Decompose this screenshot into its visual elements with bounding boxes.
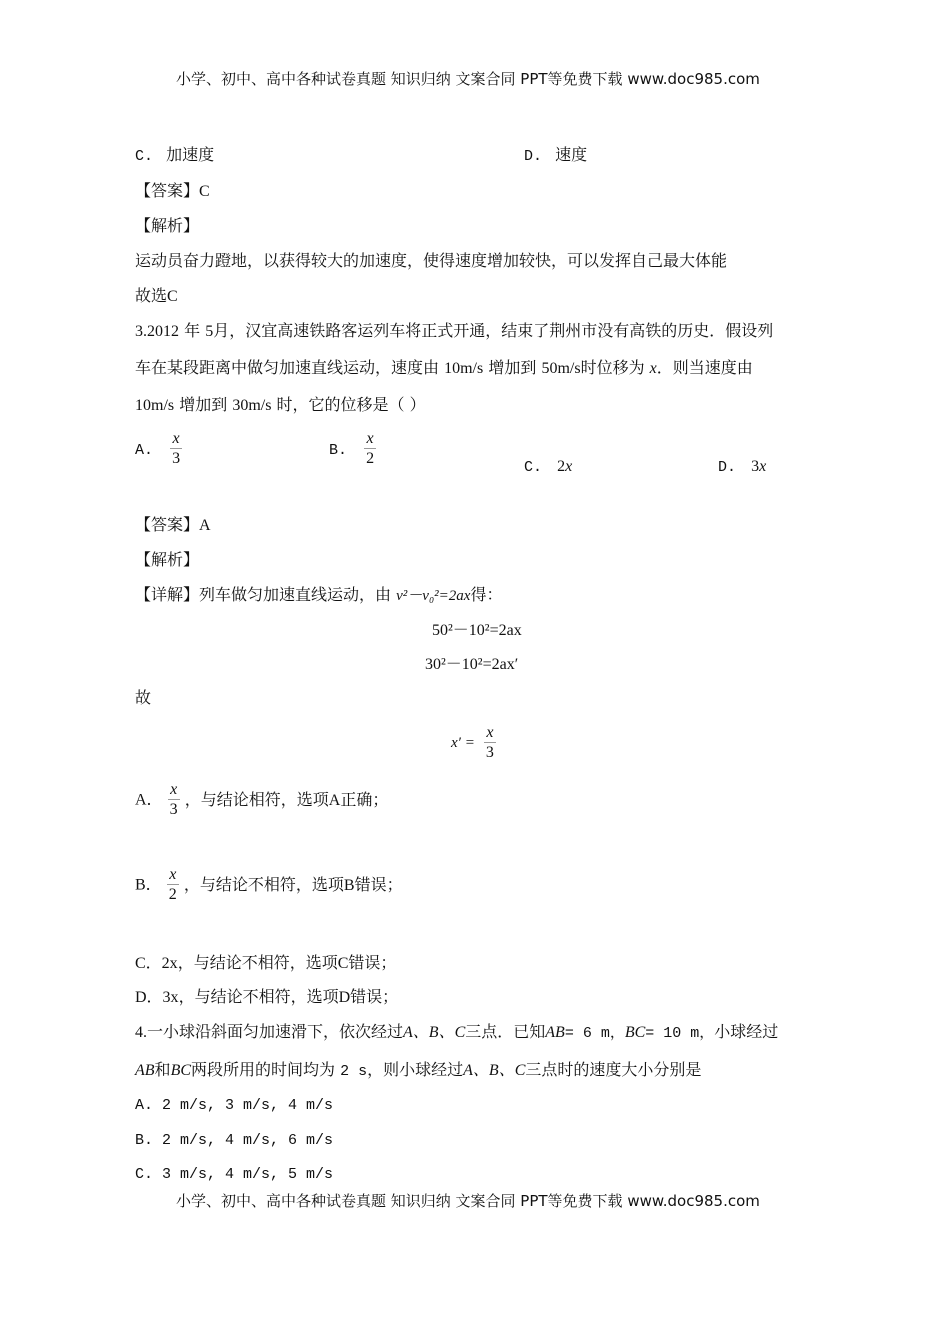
denominator: 3 xyxy=(485,744,494,761)
q4-text: 小球经过 xyxy=(714,1022,779,1041)
option-label: D．3x xyxy=(135,989,179,1006)
q4-segment: BC xyxy=(170,1062,192,1079)
q3-text: 时，它的位移是（ ） xyxy=(276,395,426,414)
coefficient: 3 xyxy=(751,458,760,475)
eval-option: D xyxy=(338,989,351,1006)
q3-text: 增加到 xyxy=(488,358,537,377)
answer-value: A xyxy=(199,517,211,534)
q4-text: 两段所用的时间均为 xyxy=(191,1060,336,1079)
q3-month: 5 xyxy=(205,323,214,340)
denominator: 2 xyxy=(366,450,375,467)
q2-option-d xyxy=(524,145,587,167)
eval-option-b xyxy=(135,866,403,905)
q4-text: ，则小球经过 xyxy=(367,1060,464,1079)
q4-segment: AB xyxy=(135,1062,155,1079)
q4-value: = 6 m， xyxy=(564,1025,625,1042)
q2-analysis-text: 运动员奋力蹬地，以获得较大的加速度，使得速度增加较快，可以发挥自己最大体能 xyxy=(135,251,728,270)
q3-text: 月，汉宜高速铁路客运列车将正式开通，结束了荆州市没有高铁的历史．假设列 xyxy=(213,321,774,340)
fraction xyxy=(170,430,182,469)
q2-option-c xyxy=(135,145,214,167)
option-label: D. xyxy=(718,459,737,476)
q3-answer xyxy=(135,515,211,536)
q4-text: 一小球沿斜面匀加速滑下，依次经过 xyxy=(147,1022,404,1041)
eval-text: ，与结论不相符，选项 xyxy=(177,953,338,972)
option-label: B． xyxy=(135,876,162,894)
equation-1: 50²－10²=2ax xyxy=(432,622,522,639)
q2-answer xyxy=(135,181,210,202)
page-header: 小学、初中、高中各种试卷真题 知识归纳 文案合同 PPT等免费下载 www.doc985.com xyxy=(176,70,760,88)
q3-stem-line3 xyxy=(135,395,426,416)
q4-number: 4. xyxy=(135,1024,147,1041)
equation-2: 30²－10²=2ax′ xyxy=(425,656,519,673)
coefficient: 2 xyxy=(557,458,566,475)
answer-tag: 【答案】 xyxy=(135,515,200,534)
numerator: x xyxy=(486,724,494,741)
q2-analysis-tag: 【解析】 xyxy=(135,216,200,235)
kinematics-formula: v²－v₀²=2ax xyxy=(396,588,471,604)
q3-number: 3. xyxy=(135,323,147,340)
q4-segment: BC xyxy=(624,1024,646,1041)
q3-option-c xyxy=(524,456,572,478)
q2-option-c-label: C. xyxy=(135,148,154,165)
fraction xyxy=(167,866,179,905)
q3-so: 故 xyxy=(135,688,152,707)
detail-tag: 【详解】 xyxy=(135,585,200,604)
eval-text: 错误； xyxy=(350,987,399,1006)
q3-year: 2012 xyxy=(147,323,179,340)
variable: x xyxy=(565,458,573,475)
option-label: A． xyxy=(135,791,163,809)
conclusion-value: C xyxy=(167,288,178,305)
q3-speed-value: 30m/s xyxy=(232,397,272,414)
option-label: B. xyxy=(329,442,348,459)
q3-detail xyxy=(135,585,502,606)
q3-text: 增加到 xyxy=(179,395,228,414)
eval-option-c xyxy=(135,953,396,974)
option-label: C．2x xyxy=(135,955,178,972)
eval-option-d xyxy=(135,987,398,1008)
q2-option-c-text: 加速度 xyxy=(166,145,215,164)
denominator: 2 xyxy=(168,886,177,903)
q4-points: A、B、C xyxy=(463,1062,526,1079)
q2-conclusion xyxy=(135,286,178,307)
eval-text: 错误； xyxy=(348,953,397,972)
page-footer: 小学、初中、高中各种试卷真题 知识归纳 文案合同 PPT等免费下载 www.doc985.com xyxy=(176,1192,760,1210)
eval-option: A xyxy=(328,792,341,809)
q2-option-d-label: D. xyxy=(524,148,543,165)
q4-value: 2 s xyxy=(340,1063,368,1080)
fraction xyxy=(168,781,180,820)
q4-text: 三点．已知 xyxy=(465,1022,546,1041)
numerator: x xyxy=(366,430,374,447)
q4-segment: AB xyxy=(545,1024,565,1041)
eval-text: ，与结论不相符，选项 xyxy=(178,987,339,1006)
q3-speed-value: 10m/s xyxy=(444,360,484,377)
q4-text: 和 xyxy=(154,1060,171,1079)
answer-value: C xyxy=(199,183,210,200)
q4-option-c: C. 3 m/s, 4 m/s, 5 m/s xyxy=(135,1166,334,1183)
q3-option-a xyxy=(135,430,182,469)
eval-text: 正确； xyxy=(340,790,389,809)
q3-text: 年 xyxy=(184,321,201,340)
q4-value: = 10 m， xyxy=(645,1025,715,1042)
variable: x xyxy=(759,458,767,475)
q3-text: 车在某段距离中做匀加速直线运动，速度由 xyxy=(135,358,440,377)
q2-option-d-text: 速度 xyxy=(555,145,588,164)
q3-stem-line2 xyxy=(135,358,753,379)
conclusion-text: 故选 xyxy=(135,286,168,305)
q4-stem-line2 xyxy=(135,1060,701,1082)
q3-option-b xyxy=(329,430,376,469)
result-lhs: x′ = xyxy=(451,735,475,751)
answer-tag: 【答案】 xyxy=(135,181,200,200)
denominator: 3 xyxy=(172,450,181,467)
numerator: x xyxy=(172,430,180,447)
option-label: A. xyxy=(135,442,154,459)
denominator: 3 xyxy=(169,801,178,818)
eval-option: C xyxy=(337,955,349,972)
numerator: x xyxy=(170,781,178,798)
q3-analysis-tag: 【解析】 xyxy=(135,550,200,569)
option-label: C. xyxy=(524,459,543,476)
detail-text: 得： xyxy=(470,585,503,604)
fraction xyxy=(484,724,496,763)
q4-points: A、B、C xyxy=(403,1024,466,1041)
result-equation xyxy=(451,724,496,763)
q4-option-a: A. 2 m/s, 3 m/s, 4 m/s xyxy=(135,1097,334,1114)
eval-option: B xyxy=(343,877,355,894)
detail-text: 列车做匀加速直线运动，由 xyxy=(199,585,392,604)
q3-option-d xyxy=(718,456,766,478)
eval-text: ，与结论相符，选项 xyxy=(184,790,329,809)
numerator: x xyxy=(169,866,177,883)
q3-stem-line1 xyxy=(135,321,773,342)
eval-text: 错误； xyxy=(354,875,403,894)
q3-text: 时位移为 xyxy=(580,358,645,377)
q4-stem-line1 xyxy=(135,1022,778,1044)
eval-text: ，与结论不相符，选项 xyxy=(183,875,344,894)
q3-speed-value: 10m/s xyxy=(135,397,175,414)
q4-option-b: B. 2 m/s, 4 m/s, 6 m/s xyxy=(135,1132,334,1149)
eval-option-a xyxy=(135,781,388,820)
q3-speed-value: 50m/s xyxy=(541,360,581,377)
q3-variable: x xyxy=(649,360,657,377)
fraction xyxy=(364,430,376,469)
q4-text: 三点时的速度大小分别是 xyxy=(525,1060,702,1079)
q3-text: ．则当速度由 xyxy=(656,358,753,377)
